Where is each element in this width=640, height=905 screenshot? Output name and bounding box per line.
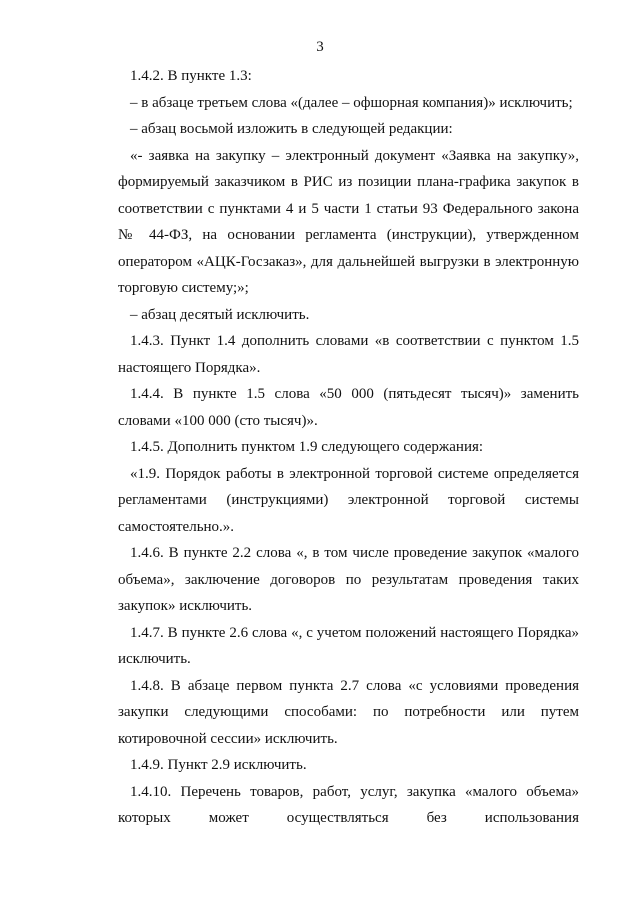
paragraph-1-4-4: 1.4.4. В пункте 1.5 слова «50 000 (пятьдесят тысяч)» заменить словами «100 000 (сто тысяч)». — [118, 386, 579, 429]
document-body — [118, 63, 579, 832]
paragraph-zayavka-na-zakupku: «- заявка на закупку – электронный документ «Заявка на закупку», формируемый заказчиком в РИС из позиции плана-графика закупок в соответствии с пунктами 4 и 5 части 1 статьи 93 Федерального закона № 44-ФЗ, на основании регламента (инструкции), утвержденном оператором «АЦК-Госзаказ», для дальнейшей выгрузки в электронную торговую систему;»; — [118, 147, 579, 296]
paragraph-1-4-7: 1.4.7. В пункте 2.6 слова «, с учетом положений настоящего Порядка» исключить. — [118, 624, 579, 667]
paragraph-1-4-3: 1.4.3. Пункт 1.4 дополнить словами «в соответствии с пунктом 1.5 настоящего Порядка». — [118, 333, 579, 376]
paragraph-abzac-desyatiy: – абзац десятый исключить. — [130, 306, 310, 323]
paragraph-1-4-8: 1.4.8. В абзаце первом пункта 2.7 слова «с условиями проведения закупки следующими способами: по потребности или путем котировочной сессии» исключить. — [118, 677, 579, 747]
paragraph-1-4-2: 1.4.2. В пункте 1.3: — [130, 68, 252, 84]
paragraph-abzac-vosmoy: – абзац восьмой изложить в следующей редакции: — [130, 121, 453, 137]
paragraph-1-9: «1.9. Порядок работы в электронной торговой системе определяется регламентами (инструкциями) электронной торговой системы самостоятельно.». — [118, 465, 579, 535]
paragraph-1-4-5: 1.4.5. Дополнить пунктом 1.9 следующего содержания: — [130, 439, 484, 455]
paragraph-abzac-tretiy: – в абзаце третьем слова «(далее – офшорная компания)» исключить; — [130, 94, 573, 111]
paragraph-1-4-10: 1.4.10. Перечень товаров, работ, услуг, закупка «малого объема» которых может осуществляться без использования — [118, 783, 579, 826]
page-number: 3 — [316, 39, 324, 55]
paragraph-1-4-6: 1.4.6. В пункте 2.2 слова «, в том числе проведение закупок «малого объема», заключение договоров по результатам проведения таких закупок» исключить. — [118, 545, 579, 614]
paragraph-1-4-9: 1.4.9. Пункт 2.9 исключить. — [130, 757, 307, 773]
